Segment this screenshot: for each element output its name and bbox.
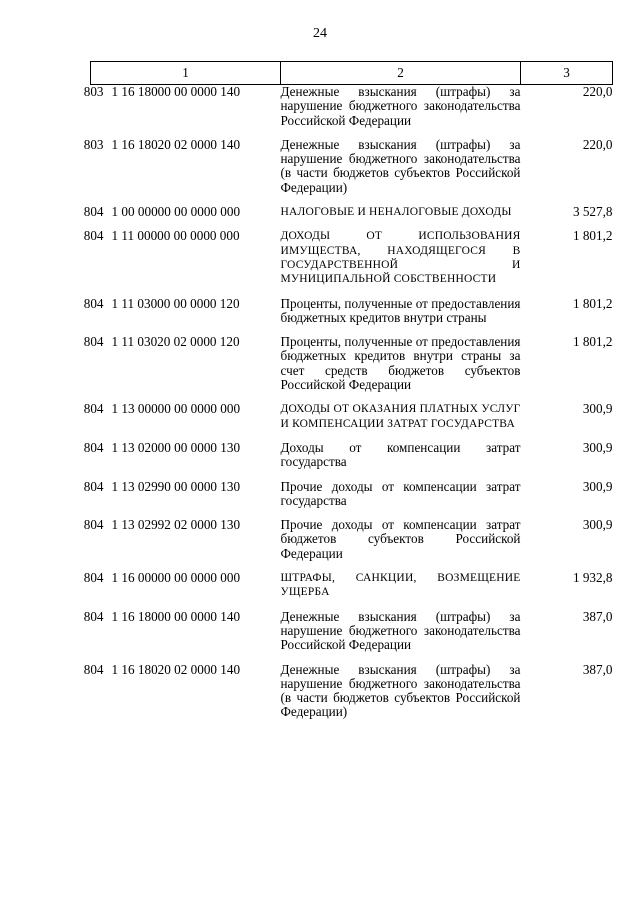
code-cell [83, 517, 281, 571]
revenue-classification-code: 1 16 18000 00 0000 140 [111, 84, 241, 99]
amount-cell: 1 801,2 [572, 295, 613, 311]
table-row [91, 518, 613, 571]
code-cell [83, 478, 281, 519]
administrator-code: 804 [83, 570, 104, 586]
administrator-code: 804 [83, 228, 104, 244]
revenue-table [83, 61, 613, 730]
table-row [91, 480, 613, 519]
revenue-name: ШТРАФЫ, САНКЦИИ, ВОЗМЕЩЕНИЕ УЩЕРБА [280, 572, 521, 599]
administrator-code: 804 [83, 661, 104, 677]
administrator-code: 803 [83, 84, 104, 99]
revenue-classification-code: 1 16 00000 00 0000 000 [111, 570, 241, 586]
administrator-code: 804 [83, 517, 104, 533]
code-cell [83, 334, 281, 402]
revenue-classification-code: 1 13 02990 00 0000 130 [111, 478, 241, 494]
revenue-classification-code: 1 11 00000 00 0000 000 [111, 228, 240, 244]
amount-cell: 387,0 [582, 661, 613, 677]
table-row [91, 205, 613, 229]
code-cell [83, 136, 281, 205]
amount-cell: 300,9 [582, 478, 613, 494]
code-cell [83, 661, 281, 730]
table-row [91, 229, 613, 296]
revenue-classification-code: 1 00 00000 00 0000 000 [111, 204, 241, 220]
table-row [91, 297, 613, 336]
revenue-name: Прочие доходы от компенсации затрат государства [280, 478, 521, 508]
code-cell [83, 84, 281, 138]
revenue-name: ДОХОДЫ ОТ ОКАЗАНИЯ ПЛАТНЫХ УСЛУГ И КОМПЕНСАЦИИ ЗАТРАТ ГОСУДАРСТВА [280, 403, 521, 430]
amount-cell: 300,9 [582, 439, 613, 455]
revenue-classification-code: 1 16 18020 02 0000 140 [111, 136, 241, 152]
amount-cell: 220,0 [582, 84, 613, 99]
code-cell [83, 608, 281, 663]
column-header-name: 2 [281, 62, 521, 85]
column-header-amount: 3 [521, 62, 613, 85]
revenue-classification-code: 1 11 03000 00 0000 120 [111, 295, 240, 311]
administrator-code: 804 [83, 295, 104, 311]
revenue-name: Доходы от компенсации затрат государства [280, 439, 521, 470]
revenue-name: Прочие доходы от компенсации затрат бюджетов субъектов Российской Федерации [280, 517, 521, 561]
revenue-name: Денежные взыскания (штрафы) за нарушение бюджетного законодательства Российской Федерации [280, 608, 521, 653]
revenue-name: НАЛОГОВЫЕ И НЕНАЛОГОВЫЕ ДОХОДЫ [280, 206, 512, 219]
amount-cell: 1 801,2 [572, 228, 613, 244]
table-row [91, 138, 613, 205]
administrator-code: 804 [83, 334, 104, 350]
code-cell [83, 401, 281, 441]
code-cell [83, 295, 281, 336]
administrator-code: 804 [83, 439, 104, 455]
administrator-code: 804 [83, 204, 104, 220]
table-row [91, 441, 613, 480]
amount-cell: 1 801,2 [572, 334, 613, 350]
revenue-name: Денежные взыскания (штрафы) за нарушение бюджетного законодательства (в части бюджетов субъектов Российской Федерации) [280, 136, 521, 195]
revenue-name: Денежные взыскания (штрафы) за нарушение бюджетного законодательства Российской Федерации [280, 84, 521, 128]
header-row [91, 62, 613, 85]
administrator-code: 804 [83, 401, 104, 417]
amount-cell: 300,9 [582, 401, 613, 417]
page-number: 24 [313, 26, 327, 41]
column-header-code: 1 [91, 62, 281, 85]
code-cell [83, 228, 281, 296]
revenue-classification-code: 1 16 18020 02 0000 140 [111, 661, 241, 677]
revenue-classification-code: 1 16 18000 00 0000 140 [111, 608, 241, 624]
code-cell [83, 204, 281, 229]
administrator-code: 804 [83, 608, 104, 624]
administrator-code: 804 [83, 478, 104, 494]
revenue-name: ДОХОДЫ ОТ ИСПОЛЬЗОВАНИЯ ИМУЩЕСТВА, НАХОДЯЩЕГОСЯ В ГОСУДАРСТВЕННОЙ И МУНИЦИПАЛЬНОЙ СОБСТВЕННОСТИ [280, 230, 521, 286]
revenue-classification-code: 1 13 00000 00 0000 000 [111, 401, 241, 417]
table-row [91, 610, 613, 663]
revenue-classification-code: 1 13 02992 02 0000 130 [111, 517, 241, 533]
revenue-classification-code: 1 11 03020 02 0000 120 [111, 334, 240, 350]
revenue-name: Проценты, полученные от предоставления бюджетных кредитов внутри страны за счет средств бюджетов субъектов Российской Федерации [280, 334, 521, 393]
table-row [91, 663, 613, 730]
table-row [91, 402, 613, 441]
amount-cell: 1 932,8 [572, 570, 613, 586]
table-row [91, 85, 613, 138]
table-row [91, 571, 613, 610]
table-row [91, 335, 613, 402]
administrator-code: 803 [83, 136, 104, 152]
amount-cell: 3 527,8 [572, 204, 613, 220]
amount-cell: 387,0 [582, 608, 613, 624]
amount-cell: 220,0 [582, 136, 613, 152]
revenue-name: Денежные взыскания (штрафы) за нарушение бюджетного законодательства (в части бюджетов субъектов Российской Федерации) [280, 661, 521, 720]
revenue-classification-code: 1 13 02000 00 0000 130 [111, 439, 241, 455]
revenue-name: Проценты, полученные от предоставления бюджетных кредитов внутри страны [280, 295, 521, 325]
code-cell [83, 439, 281, 480]
code-cell [83, 570, 281, 610]
table-body [83, 84, 613, 730]
amount-cell: 300,9 [582, 517, 613, 533]
